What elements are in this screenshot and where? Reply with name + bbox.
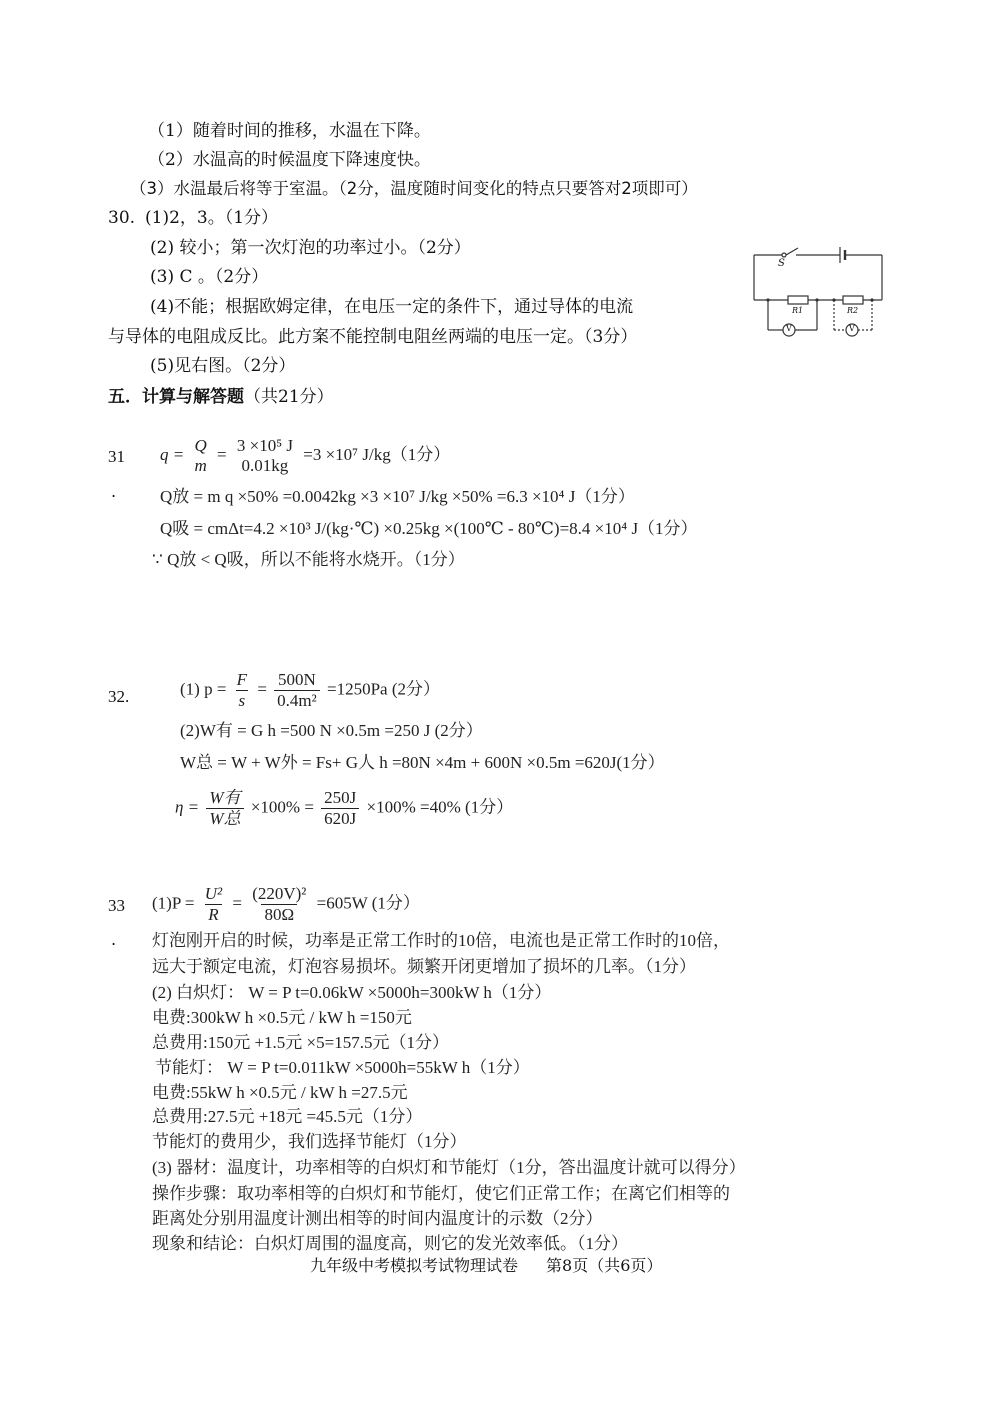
- q33-text-13: 现象和结论：白炽灯周围的温度高，则它的发光效率低。（1分）: [152, 1234, 628, 1253]
- q30-item-3: (3) C 。（2分）: [150, 267, 269, 287]
- q32-frac-4: [321, 788, 359, 829]
- circuit-schematic-icon: [748, 235, 888, 345]
- q32-frac-2-num: 500N: [278, 670, 316, 689]
- q30-number: 30.: [108, 208, 136, 228]
- q33-text-1: 灯泡刚开启的时候，功率是正常工作时的10倍，电流也是正常工作时的10倍，: [152, 931, 730, 950]
- q31-dot: .: [111, 482, 117, 501]
- footer-title: 九年级中考模拟考试物理试卷: [310, 1256, 519, 1275]
- page-footer: [310, 1253, 690, 1276]
- footer-page-number: 第8页（共6页）: [546, 1256, 663, 1275]
- q33-frac-2-den: 80Ω: [261, 904, 297, 925]
- q30-item-5: (5)见右图。（2分）: [150, 356, 296, 376]
- q33-frac-1-num: U²: [204, 884, 223, 903]
- q29-item-1: （1）随着时间的推移，水温在下降。: [148, 121, 431, 141]
- q32-l4-rhs: ×100% =40% (1分）: [366, 797, 514, 817]
- q31-frac-2-num: 3 ×10⁵ J: [236, 436, 293, 455]
- q32-frac-2: [274, 670, 320, 711]
- q31-line-3: Q吸 = cmΔt=4.2 ×10³ J/(kg·℃) ×0.25kg ×(100℃ - 80℃)=8.4 ×10⁴ J（1分）: [160, 519, 698, 538]
- q33-frac-2: [249, 884, 309, 925]
- q32-frac-1-den: s: [236, 690, 249, 711]
- section-5-title: 五．计算与解答题: [108, 387, 244, 407]
- q32-l4-pre: η =: [175, 797, 200, 817]
- q30-item-2: (2) 较小；第一次灯泡的功率过小。（2分）: [150, 238, 471, 258]
- q32-number: 32.: [108, 687, 130, 706]
- voltmeter-1-label: V: [786, 324, 792, 333]
- q31-number: 31: [108, 447, 125, 466]
- q33-text-10: (3) 器材：温度计，功率相等的白炽灯和节能灯（1分，答出温度计就可以得分）: [152, 1158, 746, 1177]
- q31-l1-lhs: q =: [160, 444, 185, 464]
- q33-text-5: 总费用:150元 +1.5元 ×5=157.5元（1分）: [152, 1033, 449, 1052]
- q32-line-3: W总 = W + W外 = Fs+ G人 h =80N ×4m + 600N ×0.5m =620J(1分）: [180, 753, 665, 772]
- q32-frac-4-num: 250J: [324, 788, 357, 807]
- q32-l1-pre: (1) p =: [180, 679, 227, 699]
- q31-l1-rhs: =3 ×10⁷ J/kg（1分）: [303, 444, 451, 464]
- q33-text-11: 操作步骤：取功率相等的白炽灯和节能灯，使它们正常工作；在离它们相等的: [152, 1184, 730, 1203]
- q31-frac-1-num: Q: [194, 436, 207, 455]
- q31-line-2: Q放 = m q ×50% =0.0042kg ×3 ×10⁷ J/kg ×50% =6.3 ×10⁴ J（1分）: [160, 487, 635, 506]
- q32-line-4: [175, 788, 513, 829]
- q32-frac-2-den: 0.4m²: [274, 690, 320, 711]
- q31-frac-1-den: m: [194, 456, 207, 475]
- q32-frac-3-num: W有: [209, 788, 241, 807]
- voltmeter-2-label: V: [849, 324, 855, 333]
- q32-frac-3-den: W总: [206, 808, 243, 829]
- q33-text-8: 总费用:27.5元 +18元 =45.5元（1分）: [152, 1107, 423, 1126]
- q32-l1-eq: =: [257, 679, 267, 699]
- q32-l4-mid: ×100% =: [250, 797, 314, 817]
- q32-frac-1-num: F: [236, 670, 248, 689]
- q33-l1-eq: =: [232, 893, 242, 913]
- q33-text-9: 节能灯的费用少，我们选择节能灯（1分）: [152, 1132, 467, 1151]
- q31-frac-2: [234, 436, 296, 476]
- q33-text-3: (2) 白炽灯： W = P t=0.06kW ×5000h=300kW h（1分）: [152, 983, 552, 1002]
- q31-frac-1: [191, 436, 209, 476]
- q33-text-2: 远大于额定电流，灯泡容易损坏。频繁开闭更增加了损坏的几率。（1分）: [152, 957, 696, 976]
- q32-line-1: [180, 670, 440, 711]
- q31-l1-eq: =: [217, 444, 227, 464]
- switch-label: S: [778, 258, 785, 269]
- q33-text-12: 距离处分别用温度计测出相等的时间内温度计的示数（2分）: [152, 1209, 603, 1228]
- q31-line-1: [160, 436, 450, 476]
- q30-item-1: (1)2，3。（1分）: [145, 208, 279, 228]
- q33-text-4: 电费:300kW h ×0.5元 / kW h =150元: [152, 1008, 412, 1027]
- q33-frac-1: [202, 884, 225, 925]
- q33-frac-1-den: R: [205, 904, 221, 925]
- q33-number: 33: [108, 896, 125, 915]
- r1-label: R1: [792, 306, 804, 315]
- q32-frac-4-den: 620J: [321, 808, 359, 829]
- q33-text-7: 电费:55kW h ×0.5元 / kW h =27.5元: [152, 1083, 408, 1102]
- q32-l1-rhs: =1250Pa (2分）: [326, 679, 440, 699]
- q32-frac-3: [206, 788, 243, 829]
- circuit-diagram: [748, 235, 888, 345]
- q33-line-1: [152, 884, 420, 925]
- q31-frac-2-den: 0.01kg: [241, 456, 289, 475]
- section-5-points: （共21分）: [244, 387, 334, 407]
- q31-line-4: ∵ Q放 < Q吸，所以不能将水烧开。（1分）: [152, 550, 465, 569]
- q32-frac-1: [234, 670, 250, 711]
- q33-frac-2-num: (220V)²: [252, 884, 307, 903]
- q30-item-4: (4)不能；根据欧姆定律，在电压一定的条件下，通过导体的电流: [150, 297, 634, 317]
- q33-l1-rhs: =605W (1分）: [316, 893, 420, 913]
- section-5-heading: [108, 386, 334, 408]
- q29-item-2: （2）水温高的时候温度下降速度快。: [148, 150, 431, 170]
- q29-item-3: （3）水温最后将等于室温。（2分，温度随时间变化的特点只要答对2项即可）: [130, 179, 698, 198]
- q33-l1-pre: (1)P =: [152, 893, 195, 913]
- r2-label: R2: [847, 306, 859, 315]
- q33-dot: .: [111, 930, 117, 949]
- q32-line-2: (2)W有 = G h =500 N ×0.5m =250 J (2分）: [180, 721, 483, 740]
- q30-item-4-cont: 与导体的电阻成反比。此方案不能控制电阻丝两端的电压一定。（3分）: [108, 327, 638, 347]
- q33-text-6: 节能灯： W = P t=0.011kW ×5000h=55kW h（1分）: [155, 1058, 530, 1077]
